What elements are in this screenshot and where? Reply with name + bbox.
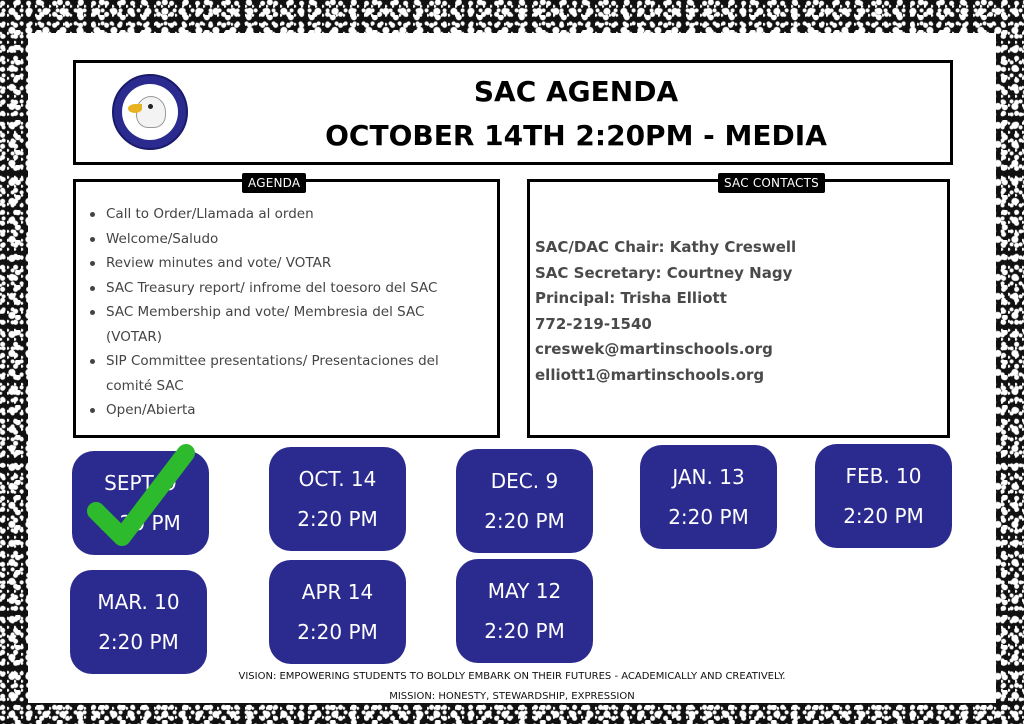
agenda-list — [88, 202, 483, 423]
contact-chair: SAC/DAC Chair: Kathy Creswell — [535, 238, 797, 256]
meeting-date-sept: SEPT. 9 2:20 PM — [72, 451, 209, 555]
agenda-item: SIP Committee presentations/ Presentaciones del comité SAC — [88, 349, 483, 398]
agenda-tag: AGENDA — [242, 173, 306, 193]
agenda-item: SAC Membership and vote/ Membresia del SAC (VOTAR) — [88, 300, 483, 349]
meeting-date-jan: JAN. 13 2:20 PM — [640, 445, 777, 549]
contact-email[interactable]: creswek@martinschools.org — [535, 340, 773, 358]
contacts-list — [535, 235, 935, 388]
page-title: SAC AGENDA — [473, 75, 679, 108]
contact-phone[interactable]: 772-219-1540 — [535, 314, 652, 333]
meeting-date-may: MAY 12 2:20 PM — [456, 559, 593, 663]
agenda-item: Open/Abierta — [88, 398, 483, 423]
contacts-panel — [527, 176, 950, 438]
agenda-item: SAC Treasury report/ infrome del toesoro del SAC — [88, 276, 483, 301]
agenda-item: Review minutes and vote/ VOTAR — [88, 251, 483, 276]
contact-secretary: SAC Secretary: Courtney Nagy — [535, 263, 793, 282]
contact-principal: Principal: Trisha Elliott — [535, 289, 727, 307]
meeting-date-feb: FEB. 10 2:20 PM — [815, 444, 952, 548]
meeting-date-dec: DEC. 9 2:20 PM — [456, 449, 593, 553]
agenda-flyer — [28, 33, 996, 703]
header-box — [73, 60, 953, 165]
meeting-date-mar: MAR. 10 2:20 PM — [70, 570, 207, 674]
contacts-tag: SAC CONTACTS — [718, 173, 825, 193]
agenda-item: Call to Order/Llamada al orden — [88, 202, 483, 227]
checkmark-icon — [82, 437, 202, 557]
agenda-panel — [73, 176, 500, 438]
meeting-subtitle: OCTOBER 14TH 2:20PM - MEDIA — [325, 119, 827, 152]
vision-statement: VISION: EMPOWERING STUDENTS TO BOLDLY EMBARK ON THEIR FUTURES - ACADEMICALLY AND CREATIVELY. — [238, 671, 786, 682]
eagle-logo-icon — [112, 74, 188, 150]
agenda-item: Welcome/Saludo — [88, 227, 483, 252]
meeting-date-oct: OCT. 14 2:20 PM — [269, 447, 406, 551]
contact-email[interactable]: elliott1@martinschools.org — [535, 365, 765, 384]
mission-statement: MISSION: HONESTY, STEWARDSHIP, EXPRESSION — [389, 691, 635, 702]
meeting-date-apr: APR 14 2:20 PM — [269, 560, 406, 664]
